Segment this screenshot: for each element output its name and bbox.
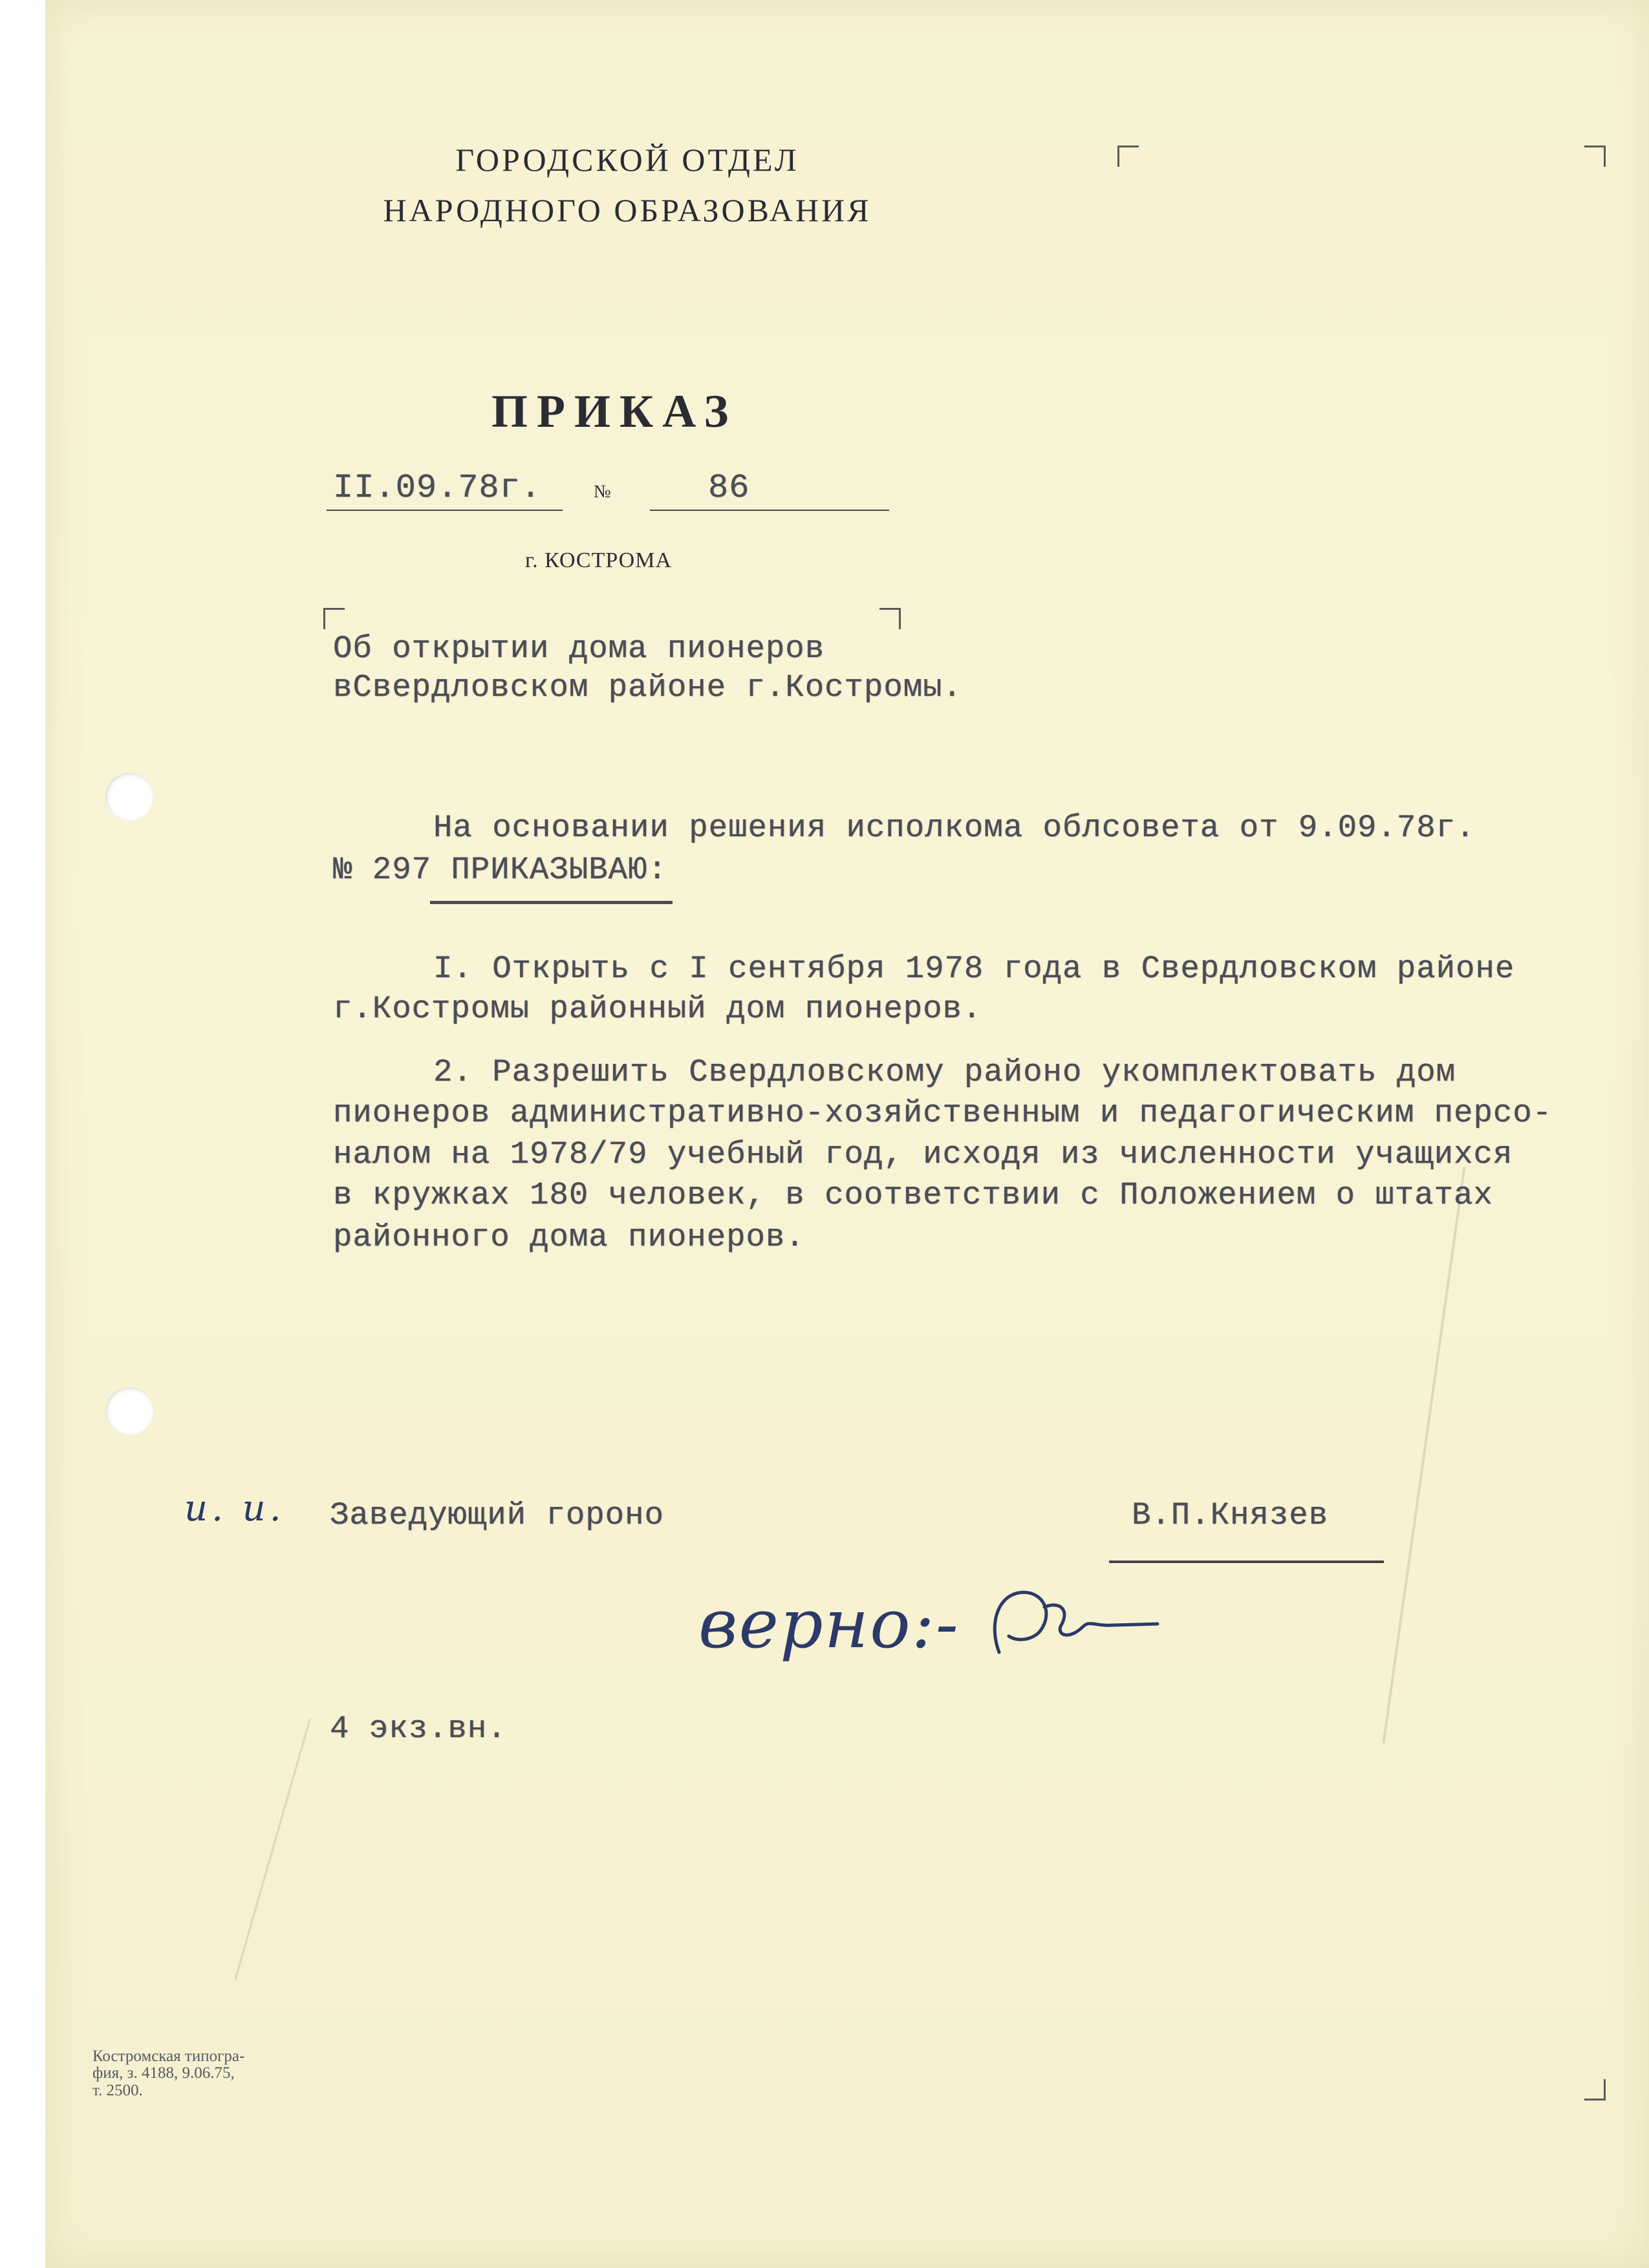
- basis-line2: № 297 ПРИКАЗЫВАЮ:: [333, 852, 667, 888]
- printer-imprint-line3: т. 2500.: [92, 2081, 143, 2099]
- department-name-line2: НАРОДНОГО ОБРАЗОВАНИЯ: [383, 192, 872, 228]
- item2-line3: налом на 1978/79 учебный год, исходя из численности учащихся: [333, 1136, 1513, 1172]
- item2-line5: районного дома пионеров.: [333, 1219, 805, 1255]
- handwritten-initials: и. и.: [184, 1487, 285, 1529]
- number-sign: №: [594, 482, 611, 502]
- page-corner-mark: [1584, 2079, 1606, 2101]
- handwritten-verification: верно:-: [698, 1584, 960, 1663]
- printer-imprint: [92, 2048, 244, 2099]
- department-name-line1: ГОРОДСКОЙ ОТДЕЛ: [455, 142, 799, 178]
- date-underline: [327, 510, 563, 511]
- order-number: 86: [708, 469, 750, 507]
- document-title: ПРИКАЗ: [491, 385, 738, 437]
- punch-hole-top: [105, 773, 153, 821]
- signatory-position: Заведующий гороно: [330, 1497, 664, 1533]
- decree-underline: [430, 901, 673, 904]
- document-page: [45, 0, 1649, 2268]
- signature-line: [1109, 1561, 1384, 1563]
- item2-line1: 2. Разрешить Свердловскому районо укомплектовать дом: [433, 1054, 1456, 1090]
- item2-line4: в кружках 180 человек, в соответствии с Положением о штатах: [333, 1177, 1493, 1213]
- order-date: II.09.78г.: [333, 469, 542, 507]
- address-corner-mark: [1117, 146, 1139, 167]
- subject-corner-mark: [323, 608, 345, 629]
- address-corner-mark: [1584, 146, 1606, 167]
- number-underline: [650, 510, 889, 511]
- handwritten-signature: [964, 1581, 1170, 1678]
- item1-line1: I. Открыть с I сентября 1978 года в Свердловском районе: [433, 951, 1515, 987]
- printer-imprint-line1: Костромская типогра-: [92, 2047, 245, 2065]
- basis-line1: На основании решения исполкома облсовета от 9.09.78г.: [433, 810, 1476, 846]
- subject-corner-mark: [879, 608, 901, 629]
- subject-line1: Об открытии дома пионеров: [333, 631, 825, 667]
- signatory-name: В.П.Князев: [1132, 1497, 1329, 1533]
- subject-line2: вСвердловском районе г.Костромы.: [333, 669, 962, 706]
- city-name: г. КОСТРОМА: [525, 548, 673, 572]
- punch-hole-bottom: [105, 1387, 153, 1435]
- printer-imprint-line2: фия, з. 4188, 9.06.75,: [92, 2064, 235, 2082]
- copies-note: 4 экз.вн.: [330, 1711, 507, 1747]
- item1-line2: г.Костромы районный дом пионеров.: [333, 991, 982, 1027]
- item2-line2: пионеров административно-хозяйственным и педагогическим персо-: [333, 1095, 1553, 1131]
